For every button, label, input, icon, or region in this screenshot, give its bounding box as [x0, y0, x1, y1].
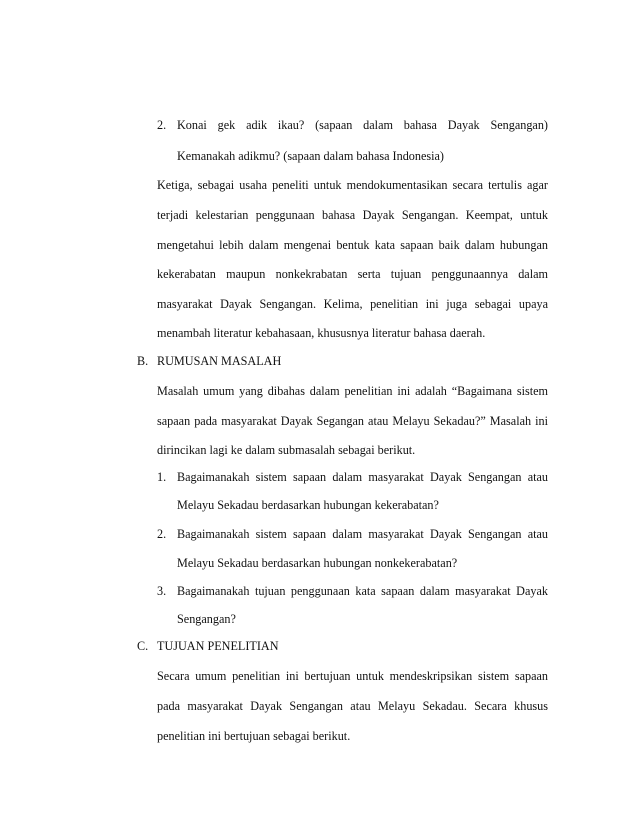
paragraph-line: terjadi kelestarian penggunaan bahasa Dayak Sengangan. Keempat, untuk [157, 208, 548, 222]
section-heading: TUJUAN PENELITIAN [157, 639, 279, 653]
paragraph-line: dirincikan lagi ke dalam submasalah sebagai berikut. [157, 443, 416, 457]
paragraph-line: pada masyarakat Dayak Sengangan atau Melayu Sekadau. Secara khusus [157, 699, 548, 713]
list-number: 2. [157, 118, 167, 132]
section-letter: B. [137, 354, 149, 368]
paragraph-line: kekerabatan maupun nonkekrabatan serta tujuan penggunaannya dalam [157, 267, 548, 281]
list-item-line: Bagaimanakah sistem sapaan dalam masyarakat Dayak Sengangan atau [177, 470, 548, 484]
list-item-line: Kemanakah adikmu? (sapaan dalam bahasa Indonesia) [177, 149, 444, 163]
list-item-line: Konai gek adik ikau? (sapaan dalam bahasa Dayak Sengangan) [177, 118, 548, 132]
paragraph-line: menambah literatur kebahasaan, khususnya literatur bahasa daerah. [157, 326, 486, 340]
list-number: 1. [157, 470, 167, 484]
paragraph-line: penelitian ini bertujuan sebagai berikut. [157, 729, 351, 743]
paragraph-line: Secara umum penelitian ini bertujuan untuk mendeskripsikan sistem sapaan [157, 669, 548, 683]
list-item-line: Sengangan? [177, 612, 236, 626]
paragraph-line: masyarakat Dayak Sengangan. Kelima, penelitian ini juga sebagai upaya [157, 297, 548, 311]
section-letter: C. [137, 639, 149, 653]
paragraph-line: Masalah umum yang dibahas dalam penelitian ini adalah “Bagaimana sistem [157, 384, 548, 398]
list-number: 3. [157, 584, 167, 598]
paragraph-line: sapaan pada masyarakat Dayak Segangan atau Melayu Sekadau?” Masalah ini [157, 414, 548, 428]
list-item-line: Melayu Sekadau berdasarkan hubungan nonkekerabatan? [177, 556, 458, 570]
list-item-line: Melayu Sekadau berdasarkan hubungan kekerabatan? [177, 498, 439, 512]
section-heading: RUMUSAN MASALAH [157, 354, 282, 368]
list-item-line: Bagaimanakah tujuan penggunaan kata sapaan dalam masyarakat Dayak [177, 584, 548, 598]
paragraph-line: mengetahui lebih dalam mengenai bentuk kata sapaan baik dalam hubungan [157, 238, 548, 252]
list-number: 2. [157, 527, 167, 541]
list-item-line: Bagaimanakah sistem sapaan dalam masyarakat Dayak Sengangan atau [177, 527, 548, 541]
paragraph-line: Ketiga, sebagai usaha peneliti untuk mendokumentasikan secara tertulis agar [157, 178, 548, 192]
